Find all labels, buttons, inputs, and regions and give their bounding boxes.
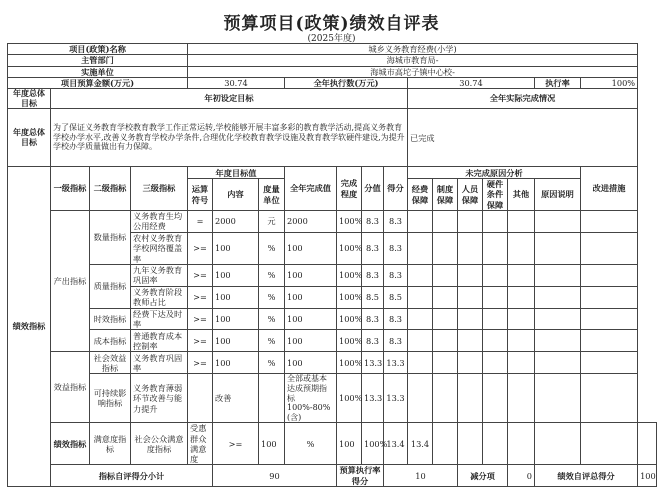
row-reason-policy (433, 330, 458, 352)
row-l2: 质量指标 (90, 264, 131, 308)
row-actual: 2000 (285, 210, 337, 232)
got-header: 得分 (384, 167, 408, 211)
row-l3: 九年义务教育巩固率 (131, 264, 188, 286)
row-reason-funds (408, 232, 433, 264)
goals-header-label: 年度总体目标 (8, 89, 51, 109)
row-reason-funds (408, 286, 433, 308)
row-reason-policy (433, 210, 458, 232)
row-reason-policy (458, 423, 483, 465)
page-subtitle: (2025年度) (307, 34, 356, 44)
row-reason-note (535, 352, 581, 374)
row-reason-policy (433, 232, 458, 264)
row-reason-staff (458, 330, 483, 352)
unit-value: 海城市高坨子镇中心校- (188, 66, 638, 77)
row-measures (638, 423, 657, 465)
row-unit: % (259, 286, 285, 308)
row-reason-policy (433, 264, 458, 286)
row-got: 13.3 (384, 374, 408, 423)
group-satisfaction: 满意度指标 (90, 423, 131, 465)
deduct-value: 0 (508, 465, 535, 487)
measures-header: 改进措施 (581, 167, 638, 211)
indicator-header-row-1 (8, 167, 657, 179)
evaluation-table (7, 43, 657, 487)
row-unit: % (259, 232, 285, 264)
row-actual: 100 (285, 308, 337, 330)
row-content: 改善 (213, 374, 259, 423)
row-reason-other (508, 264, 535, 286)
table-row (8, 210, 657, 232)
row-degree: 100% (337, 286, 362, 308)
row-measures (581, 232, 638, 264)
row-op: >= (188, 308, 213, 330)
target-group-header: 年度目标值 (188, 167, 285, 179)
row-reason-staff (458, 374, 483, 423)
row-l3: 经费下达及时率 (131, 308, 188, 330)
exec-label: 全年执行数(万元) (285, 77, 408, 88)
row-content: 100 (213, 232, 259, 264)
dept-value: 海城市教育局- (188, 55, 638, 66)
reason-other-header: 其他 (508, 179, 535, 211)
info-row-budget (8, 77, 657, 88)
row-reason-note (581, 423, 638, 465)
row-reason-staff (458, 308, 483, 330)
row-reason-other (508, 286, 535, 308)
project-name-label: 项目(政策)名称 (8, 44, 188, 55)
row-unit: % (259, 308, 285, 330)
row-reason-note (535, 232, 581, 264)
row-reason-other (508, 352, 535, 374)
row-reason-hardware (483, 264, 508, 286)
row-got: 13.4 (408, 423, 433, 465)
row-op: = (188, 210, 213, 232)
row-reason-hardware (483, 352, 508, 374)
goals-header-row (8, 89, 657, 109)
unit-label: 实施单位 (8, 66, 188, 77)
row-score: 8.5 (362, 286, 384, 308)
row-score: 13.4 (384, 423, 408, 465)
budget-value: 30.74 (188, 77, 285, 88)
row-measures (581, 308, 638, 330)
page-title: 预算项目(政策)绩效自评表 (223, 14, 440, 34)
row-reason-policy (433, 374, 458, 423)
row-degree: 100% (337, 264, 362, 286)
row-reason-note (535, 264, 581, 286)
row-reason-other (508, 330, 535, 352)
row-got: 8.3 (384, 232, 408, 264)
row-score: 13.3 (362, 352, 384, 374)
score-header: 分值 (362, 167, 384, 211)
group-output: 产出指标 (51, 210, 90, 352)
subtotal-value: 90 (213, 465, 337, 487)
row-reason-other (508, 308, 535, 330)
row-score: 8.3 (362, 330, 384, 352)
row-reason-hardware (483, 286, 508, 308)
row-got: 8.5 (384, 286, 408, 308)
subtotal-label: 指标自评得分小计 (51, 465, 213, 487)
row-unit: % (259, 330, 285, 352)
row-score: 8.3 (362, 308, 384, 330)
row-l2: 数量指标 (90, 210, 131, 264)
row-reason-other (535, 423, 581, 465)
goals-row (8, 109, 657, 167)
row-op: >= (188, 264, 213, 286)
row-content: 100 (213, 330, 259, 352)
row-got: 8.3 (384, 264, 408, 286)
unit-header: 度量单位 (259, 179, 285, 211)
table-row (8, 352, 657, 374)
row-content: 100 (213, 286, 259, 308)
row-reason-hardware (483, 232, 508, 264)
level3-header: 三级指标 (131, 167, 188, 211)
row-reason-other (508, 232, 535, 264)
row-reason-funds (408, 308, 433, 330)
row-content: 100 (213, 308, 259, 330)
row-unit: % (259, 352, 285, 374)
row-degree: 100% (337, 308, 362, 330)
budget-score-label: 预算执行率得分 (337, 465, 384, 487)
level2-header: 二级指标 (90, 167, 131, 211)
row-reason-funds (433, 423, 458, 465)
row-reason-funds (408, 330, 433, 352)
row-reason-funds (408, 210, 433, 232)
info-row-dept (8, 55, 657, 66)
row-reason-funds (408, 352, 433, 374)
deduct-label: 减分项 (458, 465, 508, 487)
row-reason-staff (458, 264, 483, 286)
row-actual: 100 (285, 352, 337, 374)
rate-label: 执行率 (535, 77, 581, 88)
row-reason-note (535, 330, 581, 352)
row-content: 2000 (213, 210, 259, 232)
goals-initial-header: 年初设定目标 (51, 89, 408, 109)
row-unit: % (285, 423, 337, 465)
row-reason-hardware (483, 330, 508, 352)
actual-header: 全年完成值 (285, 167, 337, 211)
reason-hardware-header: 硬件条件保障 (483, 179, 508, 211)
row-op: >= (213, 423, 259, 465)
row-l3: 农村义务教育学校网络覆盖率 (131, 232, 188, 264)
row-actual: 全部或基本达成预期指标100%-80%(含) (285, 374, 337, 423)
row-reason-policy (433, 352, 458, 374)
row-l2: 时效指标 (90, 308, 131, 330)
row-l2: 社会效益指标 (90, 352, 131, 374)
goals-actual-text: 已完成 (408, 109, 638, 167)
goals-actual-header: 全年实际完成情况 (408, 89, 638, 109)
row-measures (581, 330, 638, 352)
perf-indicator-label-2: 绩效指标 (51, 423, 90, 465)
row-reason-other (508, 374, 535, 423)
row-got: 13.3 (384, 352, 408, 374)
perf-indicator-label: 绩效指标 (8, 167, 51, 487)
budget-label: 项目预算金额(万元) (8, 77, 188, 88)
row-degree: 100% (337, 210, 362, 232)
table-row (8, 308, 657, 330)
row-reason-hardware (483, 210, 508, 232)
row-got: 8.3 (384, 330, 408, 352)
goals-initial-text: 为了保证义务教育学校教育教学工作正常运转,学校能够开展丰富多彩的教育教学活动,提高义务教育学校办学水平,改善义务教育学校办学条件,合理优化学校教育教学设施及教育教学软硬件建设,为提升学校办学质量做出有力保障。 (51, 109, 408, 167)
row-measures (581, 264, 638, 286)
reason-policy-header: 制度保障 (433, 179, 458, 211)
row-actual: 100 (285, 286, 337, 308)
rate-value: 100% (581, 77, 638, 88)
row-got: 8.3 (384, 308, 408, 330)
row-reason-staff (483, 423, 508, 465)
row-reason-staff (458, 210, 483, 232)
row-degree: 100% (337, 330, 362, 352)
row-content: 100 (213, 264, 259, 286)
row-unit: 元 (259, 210, 285, 232)
row-degree: 100% (337, 352, 362, 374)
row-actual: 100 (285, 264, 337, 286)
reason-note-header: 原因说明 (535, 179, 581, 211)
row-l2: 成本指标 (90, 330, 131, 352)
row-l3: 义务教育巩固率 (131, 352, 188, 374)
budget-score-value: 10 (384, 465, 458, 487)
degree-header: 完成程度 (337, 167, 362, 211)
row-actual: 100 (285, 330, 337, 352)
row-reason-policy (433, 286, 458, 308)
total-value: 100 (638, 465, 657, 487)
row-l3: 义务教育生均公用经费 (131, 210, 188, 232)
row-op: >= (188, 232, 213, 264)
level1-header: 一级指标 (51, 167, 90, 211)
reason-group-header: 未完成原因分析 (408, 167, 581, 179)
row-reason-note (535, 210, 581, 232)
row-reason-staff (458, 352, 483, 374)
group-benefit: 效益指标 (51, 352, 90, 423)
exec-value: 30.74 (408, 77, 535, 88)
row-l2: 可持续影响指标 (90, 374, 131, 423)
project-name-value: 城乡义务教育经费(小学) (188, 44, 638, 55)
info-row-unit (8, 66, 657, 77)
row-reason-note (535, 308, 581, 330)
row-score: 13.3 (362, 374, 384, 423)
table-row (8, 330, 657, 352)
row-l3: 义务教育阶段教师占比 (131, 286, 188, 308)
row-l2: 社会公众满意度指标 (131, 423, 188, 465)
row-reason-hardware (483, 308, 508, 330)
dept-label: 主管部门 (8, 55, 188, 66)
row-reason-funds (408, 264, 433, 286)
row-reason-hardware (508, 423, 535, 465)
row-actual: 100 (337, 423, 362, 465)
info-row-project (8, 44, 657, 55)
row-reason-policy (433, 308, 458, 330)
row-reason-other (508, 210, 535, 232)
row-degree: 100% (362, 423, 384, 465)
reason-staff-header: 人员保障 (458, 179, 483, 211)
row-measures (581, 286, 638, 308)
row-l3: 受惠群众满意度 (188, 423, 213, 465)
row-reason-funds (408, 374, 433, 423)
row-op: >= (188, 352, 213, 374)
goals-row-label: 年度总体目标 (8, 109, 51, 167)
op-header: 运算符号 (188, 179, 213, 211)
row-degree: 100% (337, 232, 362, 264)
content-header: 内容 (213, 179, 259, 211)
total-label: 绩效自评总得分 (535, 465, 638, 487)
row-unit (259, 374, 285, 423)
row-op (188, 374, 213, 423)
table-row (8, 374, 657, 423)
row-l3: 普通教育成本控制率 (131, 330, 188, 352)
row-l3: 义务教育薄弱环节改善与能力提升 (131, 374, 188, 423)
footer-row (8, 465, 657, 487)
row-reason-note (535, 286, 581, 308)
row-unit: % (259, 264, 285, 286)
row-reason-note (535, 374, 581, 423)
row-actual: 100 (285, 232, 337, 264)
row-reason-staff (458, 232, 483, 264)
row-content: 100 (213, 352, 259, 374)
row-measures (581, 352, 638, 374)
row-degree: 100% (337, 374, 362, 423)
reason-funds-header: 经费保障 (408, 179, 433, 211)
row-reason-hardware (483, 374, 508, 423)
row-content: 100 (259, 423, 285, 465)
row-score: 8.3 (362, 232, 384, 264)
row-measures (581, 374, 638, 423)
row-op: >= (188, 330, 213, 352)
row-score: 8.3 (362, 264, 384, 286)
table-row (8, 423, 657, 465)
row-reason-staff (458, 286, 483, 308)
row-measures (581, 210, 638, 232)
table-row (8, 264, 657, 286)
row-score: 8.3 (362, 210, 384, 232)
row-op: >= (188, 286, 213, 308)
row-got: 8.3 (384, 210, 408, 232)
